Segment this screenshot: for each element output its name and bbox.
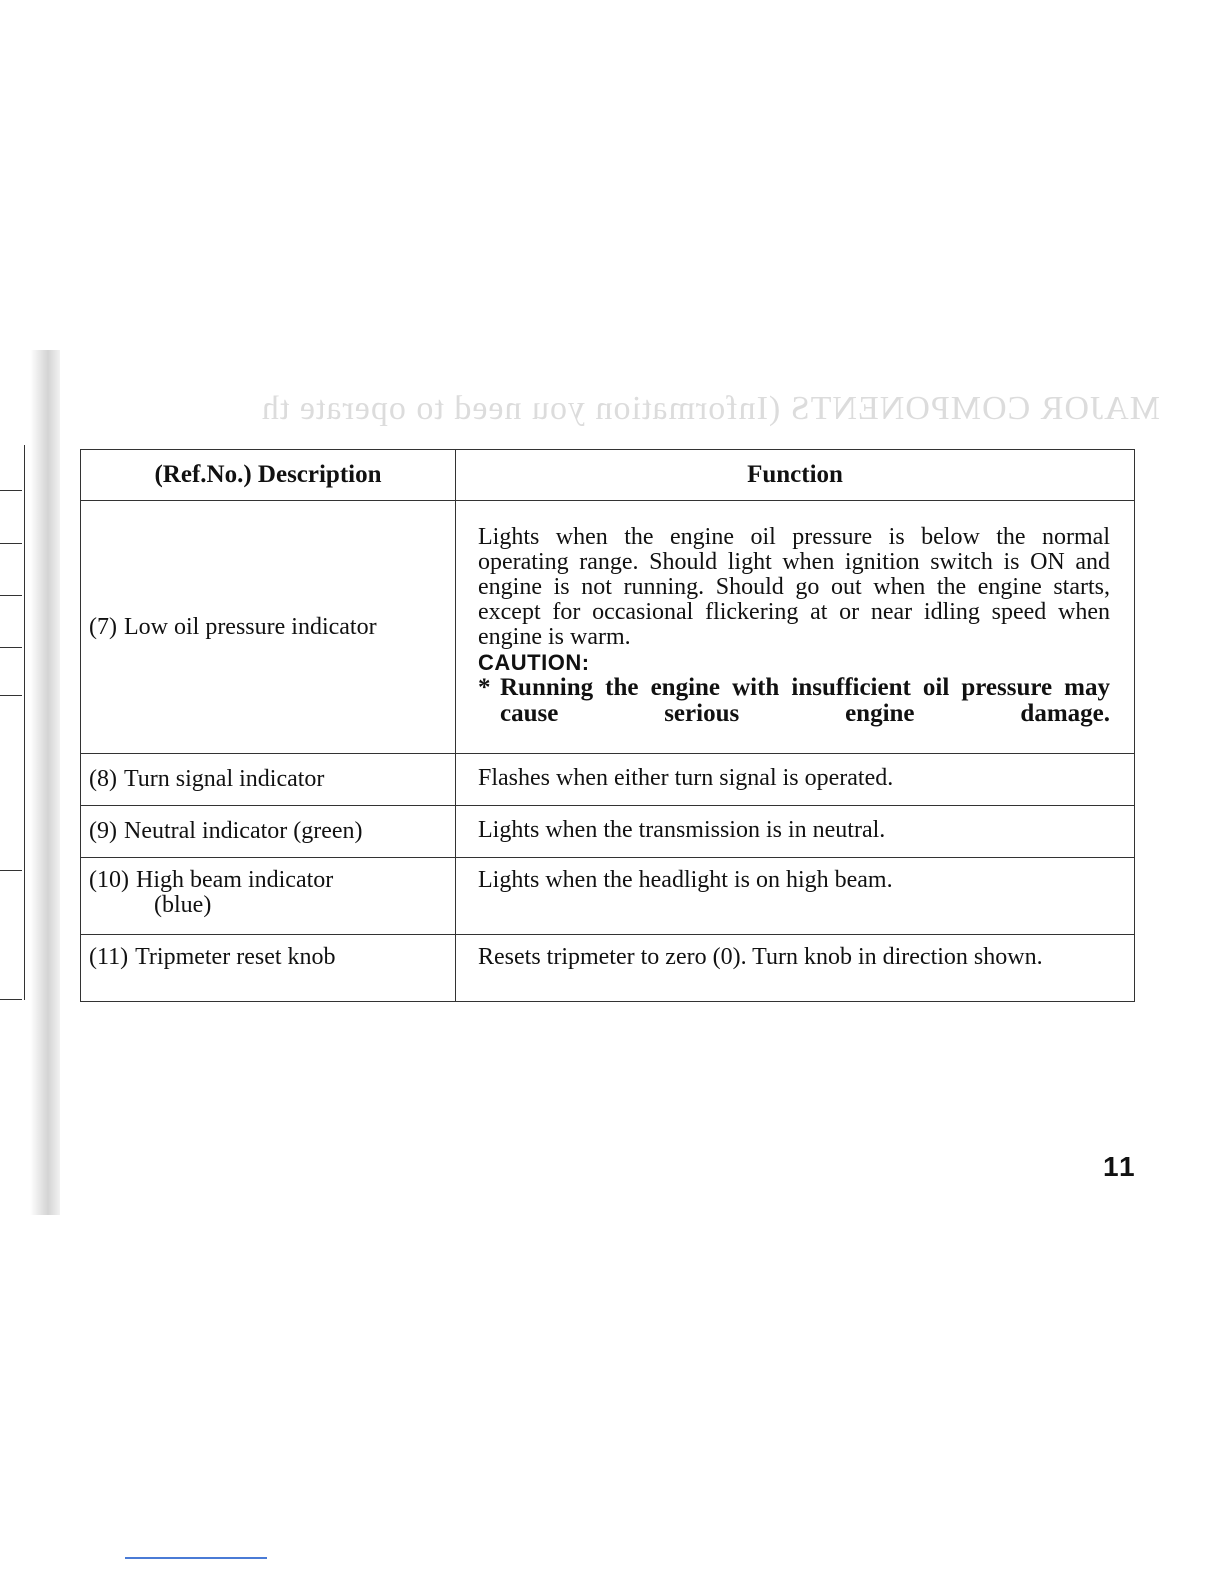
page-edge-marks <box>0 445 25 1000</box>
description-cell <box>81 501 456 754</box>
ref-number: (7) <box>89 613 117 640</box>
ref-number: (11) <box>89 944 129 970</box>
function-cell <box>456 806 1135 858</box>
function-cell <box>456 935 1135 1002</box>
description-cell <box>81 806 456 858</box>
column-header-description: (Ref.No.) Description <box>81 450 456 501</box>
caution-label: CAUTION: <box>478 649 590 675</box>
bleed-through-heading: MAJOR COMPONENTS (Information you need to operate th <box>260 390 1160 427</box>
caution-text: Running the engine with insufficient oil pressure may cause serious engine damage. <box>500 673 1110 727</box>
ref-number: (10) <box>89 867 129 893</box>
description-text: Neutral indicator (green) <box>123 818 363 845</box>
edge-tick <box>0 595 22 596</box>
caution-warning <box>478 675 1110 728</box>
edge-tick <box>0 695 22 696</box>
function-text: Lights when the engine oil pressure is below the normal operating range. Should light when ignition switch is ON and engine is not running. Should go out when the engine starts, except for occasional flickering at or near idling speed when engine is warm. <box>478 523 1110 650</box>
caution-bullet: * <box>478 673 491 701</box>
table-row <box>81 806 1135 858</box>
edge-tick <box>0 870 22 871</box>
column-header-function: Function <box>456 450 1135 501</box>
description-text-continued: (blue) <box>154 891 212 918</box>
ref-number: (8) <box>89 766 117 793</box>
function-cell <box>456 858 1135 935</box>
ref-number: (9) <box>89 818 117 845</box>
footer-rule <box>125 1557 267 1559</box>
page-number: 11 <box>1103 1151 1137 1182</box>
function-text: Lights when the transmission is in neutral. <box>478 817 886 844</box>
indicator-function-table <box>80 449 1135 1002</box>
table-header-row <box>81 450 1135 501</box>
edge-tick <box>0 999 22 1000</box>
description-text: Low oil pressure indicator <box>123 613 377 640</box>
table-row <box>81 935 1135 1002</box>
description-cell <box>81 935 456 1002</box>
table-row <box>81 858 1135 935</box>
edge-tick <box>0 490 22 491</box>
edge-tick <box>0 647 22 648</box>
description-cell <box>81 858 456 935</box>
function-text: Lights when the headlight is on high beam. <box>478 867 893 893</box>
description-text: High beam indicator <box>135 867 334 893</box>
description-text: Tripmeter reset knob <box>135 944 336 970</box>
function-text: Flashes when either turn signal is operated. <box>478 765 894 792</box>
function-cell <box>456 754 1135 806</box>
function-cell <box>456 501 1135 754</box>
table-row <box>81 754 1135 806</box>
table-row <box>81 501 1135 754</box>
binding-shadow <box>30 350 60 1215</box>
function-text: Resets tripmeter to zero (0). Turn knob in direction shown. <box>478 944 1043 970</box>
description-cell <box>81 754 456 806</box>
description-text: Turn signal indicator <box>123 766 325 793</box>
edge-tick <box>0 543 22 544</box>
